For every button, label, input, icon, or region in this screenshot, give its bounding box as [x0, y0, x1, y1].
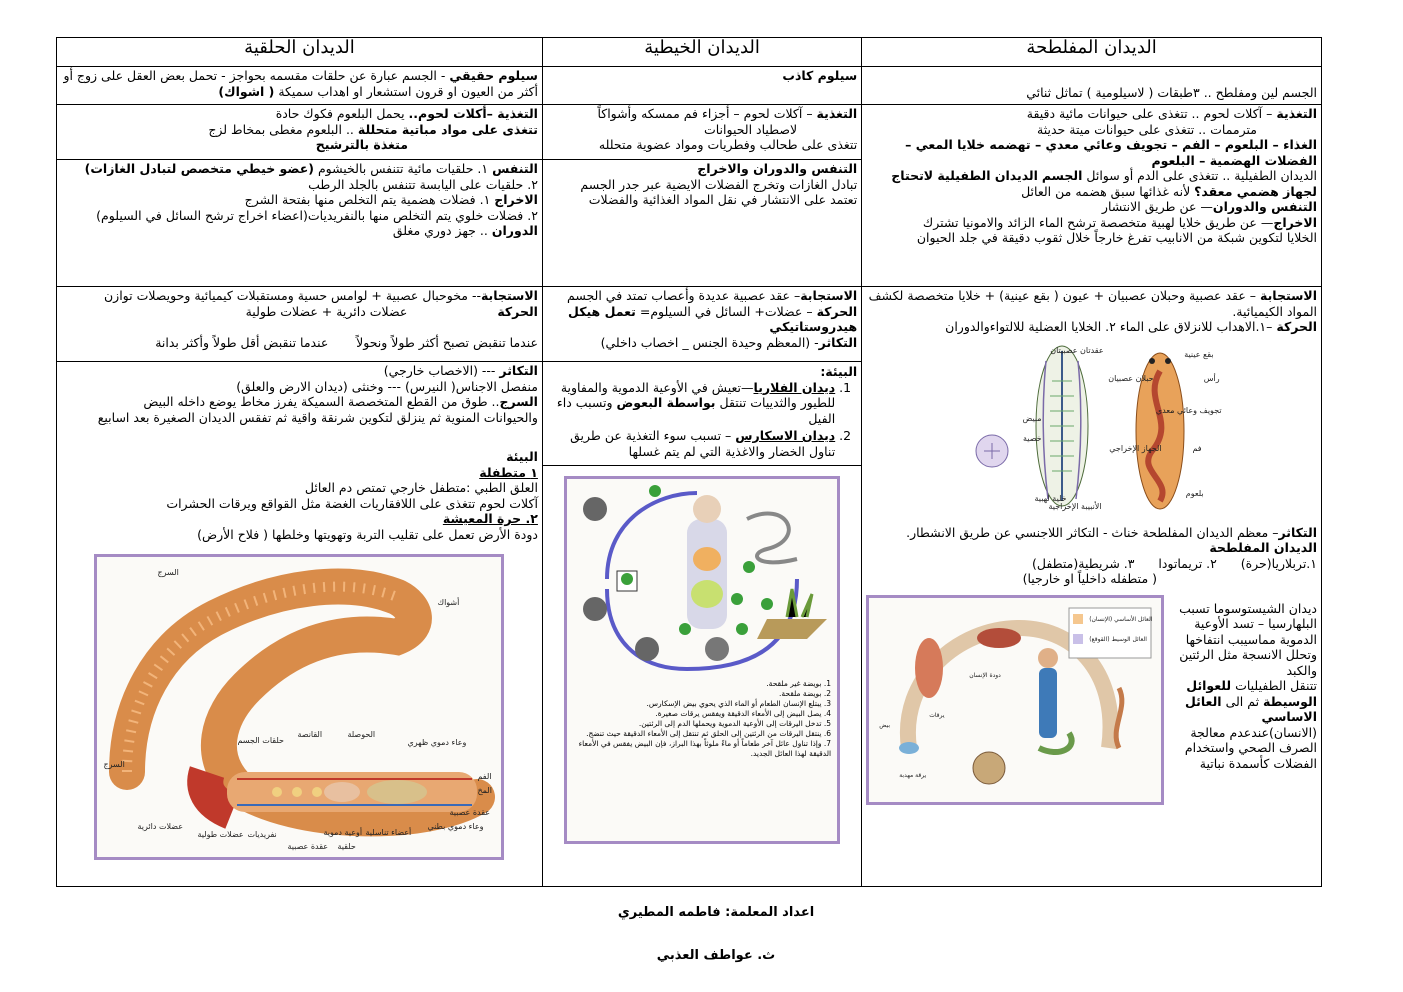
round-body-cell — [542, 67, 861, 105]
filaria-label: ديدان الفلاريا — [753, 379, 836, 395]
annelid-movement-label: الحركة — [497, 303, 538, 319]
round-nutrition-label: التغذية — [816, 106, 858, 121]
label-primary-host: العائل الأساسي (الإنسان) — [1089, 615, 1153, 623]
annelid-excretion-label: الاخراج — [494, 192, 538, 207]
flat-body-cell — [862, 67, 1322, 105]
annelid-resp-l2: ٢. حلقيات على اليابسة تتنفس بالجلد الرطب — [308, 176, 538, 192]
host-c: ثم الى — [1221, 693, 1264, 709]
annelid-response-cell — [57, 287, 543, 362]
annelid-filter: متغذة بالترشيح — [315, 137, 408, 152]
flat-type-trematoda: ٢. تريماتودا — [1158, 555, 1217, 571]
annelid-repro-label: التكاثر — [499, 363, 538, 378]
label-nerve-cords: حبلان عصبيان — [1108, 373, 1154, 383]
flat-excretion-l8: الخلايا لتكوين شبكة من الانابيب تفرغ خارجاً خلال ثقوب دقيقة في جلد الحيوان — [916, 230, 1317, 245]
round-env-filaria — [547, 380, 835, 427]
ascaris-steps — [567, 679, 837, 759]
flat-repro-text: – معظم الديدان المفلطحة خناث - التكاثر اللاجنسي عن طريق الانشطار. — [906, 524, 1279, 540]
label-eyespots: بقع عينية — [1184, 349, 1214, 359]
ascaris-step-5: 5. تدخل اليرقات إلى الأوعية الدموية ويحملها الدم إلى الرئتين. — [638, 719, 832, 728]
annelid-response-text: -- مخوحبال عصبية + لوامس حسية ومستقبلات كيميائية وحويصلات توازن — [103, 288, 481, 303]
label-excretory: الجهاز الإخراجي — [1109, 443, 1162, 453]
schisto-figure — [866, 595, 1164, 805]
ascaris-label: ديدان الاسكارس — [735, 428, 836, 443]
round-resp-l1: تبادل الغازات وتخرج الفضلات الايضية عبر جدر الجسم — [580, 176, 858, 192]
body-row — [57, 67, 1322, 105]
flat-parasite-note: ( متطفله داخلياً او خارجيا) — [1022, 571, 1157, 586]
label-reproductive: أعضاء تناسلية — [365, 828, 412, 837]
label-gastrovascular: تجويف وعائي معدي — [1155, 405, 1222, 415]
ascaris-step-6: 6. ينتقل اليرقات من الرئتين إلى الحلق ثم تنتقل إلى الأمعاء الدقيقة حيث تنضج. — [586, 729, 832, 738]
label-crop: الحوصلة — [347, 730, 376, 739]
flat-nutrition-l1: – آكلات لحوم .. تتغذى على حيوانات مائية دقيقة — [1026, 106, 1277, 121]
flat-parasitic-l4a: الديدان الطفيلية .. تتغذى على الدم أو سوائل — [1086, 168, 1317, 183]
planaria-figure — [962, 341, 1222, 511]
host-e: (الانسان)عندعدم معالجة الصرف الصحي واستخدام الفضلات كأسمدة نباتية — [1184, 724, 1317, 771]
annelid-body-text: - الجسم عبارة عن حلقات مقسمه بحواجز - تحمل بعض العقل على زوج أو أكثر من العيون او قرون استشعار او اهداب سميكة — [63, 68, 538, 99]
label-ovary: مبيض — [1022, 413, 1042, 423]
round-resp-l2: تعتمد على الانتشار في نقل المواد الغذائية والفضلات — [588, 192, 858, 207]
flat-type-turbellaria: ١.تربلاريا(حرة) — [1240, 555, 1317, 571]
ascaris-cycle-drawing — [567, 479, 837, 679]
label-testis: خصية — [1023, 433, 1042, 443]
ascaris-step-2: 2. بويضة ملقحة. — [779, 689, 832, 698]
filaria-text: —تعيش في الأوعية الدموية والمفاوية للطيور والثدييات تنتقل — [560, 379, 836, 410]
round-hydrostatic: تعمل هيكل هيدروستاتيكي — [568, 303, 858, 334]
flat-digestion-path: الغذاء – البلعوم – الفم – تجويف وعائي معدي – تهضمه خلايا المعي – الفضلات الهضمية – البلعوم — [905, 137, 1317, 168]
schisto-l5: والكبد — [1286, 662, 1317, 678]
round-repro-text: - (المعظم وحيدة الجنس _ اخصاب داخلي) — [600, 334, 819, 350]
leech-text: العلق الطبي :متطفل خارجي تمتص دم العائل — [304, 480, 538, 495]
round-nutrition-l1: – آكلات لحوم – أجزاء فم ممسكه وأشواكاً — [597, 106, 817, 121]
carnivore-text: آكلات لحوم تتغذى على اللافقاريات الغضة مثل القواقع ويرقات الحشرات — [166, 495, 538, 511]
clitellum-label: السرج — [499, 394, 538, 409]
annelid-contract-a: عندما تنقبض تصبح أكثر طولاً ونحولاً — [356, 335, 538, 350]
header-flatworms: الديدان المفلطحة — [862, 38, 1322, 67]
header-row — [57, 38, 1322, 67]
host-intermediate: للعوائل الوسيطة — [1186, 678, 1317, 709]
annelid-nutrition-l2: .. البلعوم مغطى بمخاط لزج — [208, 121, 358, 137]
round-body-text: سيلوم كاذب — [782, 68, 858, 83]
annelid-gill: (عضو خيطي متخصص لتبادل الغازات) — [84, 161, 314, 176]
label-ganglia: عقدتان عصبيتان — [1050, 345, 1104, 355]
annelid-parasitic-title: ١ متطفلة — [479, 464, 538, 480]
flat-response-cell — [862, 287, 1322, 887]
label-clitellum-side: السرج — [103, 760, 125, 769]
filaria-vector: بواسطة البعوض — [616, 395, 716, 410]
label-larvae: يرقات — [929, 711, 945, 719]
schisto-l4: وتحلل الانسجة مثل الرئتين — [1179, 647, 1317, 662]
schisto-l3: الدموية مماسيبب انتفاخها — [1185, 631, 1317, 647]
flat-repro-label: التكاثر — [1278, 524, 1317, 540]
label-ventral-vessel: وعاء دموي بطني — [427, 822, 484, 831]
flat-movement-text: –١.الاهداب للانزلاق على الماء ٢. الخلايا العضلية للالتواءوالدوران — [945, 319, 1277, 334]
label-intermediate-host: العائل الوسيط (القوقع) — [1089, 635, 1147, 643]
label-excretory-tube: الأنبيبة الإخراجية — [1048, 501, 1102, 511]
round-env-list — [547, 380, 857, 460]
annelid-contract-b: عندما تنقبض أقل طولاً وأكثر بدانة — [155, 335, 329, 350]
teacher-name: ث. عواطف العذبي — [656, 948, 776, 963]
worms-comparison-table — [56, 37, 1322, 887]
label-miracidium: يرقة مهدبة — [899, 771, 927, 779]
flat-resp-text: — عن طريق الانتشار — [1101, 199, 1213, 214]
prepared-by: اعداد المعلمة: فاطمه المطيري — [617, 905, 815, 920]
label-dorsal-vessel: وعاء دموي ظهري — [407, 738, 467, 747]
round-movement-text: – عضلات+ السائل في السيلوم= — [635, 303, 817, 319]
annelid-muscles: عضلات دائرية + عضلات طولية — [245, 303, 408, 319]
annelid-circulation-text: .. جهز دوري مغلق — [392, 223, 492, 238]
label-mouth: فم — [1192, 443, 1202, 453]
label-longitudinal-muscle: عضلات طولية — [197, 830, 244, 839]
round-response-cell — [542, 287, 861, 362]
header-annelids: الديدان الحلقية — [57, 38, 543, 67]
host-primary: العائل الاساسي — [1185, 693, 1317, 724]
annelid-resp-label: التنفس — [492, 161, 538, 176]
flat-nutrition-label: التغذية — [1276, 106, 1317, 121]
annelid-carnivore: –أكلات لحوم.. — [408, 106, 498, 121]
annelid-free-title: ٢. حرة المعيشة — [442, 511, 538, 526]
round-response-label: الاستجابة — [800, 288, 858, 303]
label-human-worm: دودة الإنسان — [969, 671, 1001, 679]
schisto-l2: البلهارسيا – تسد الأوعية — [1194, 616, 1317, 631]
flat-excretion-label: الاخراج — [1273, 214, 1317, 230]
planaria-drawing — [962, 341, 1222, 511]
header-roundworms: الديدان الخيطية — [542, 38, 861, 67]
flat-types-title: الديدان المفلطحة — [1209, 540, 1317, 555]
annelid-repro-text: --- (الاخصاب خارجي) — [383, 363, 500, 378]
round-respiration-cell — [542, 160, 861, 287]
round-env-title: البيئة: — [820, 364, 858, 379]
annelid-decomposer: تتغذى على مواد مباتية متحللة — [357, 121, 538, 137]
flat-type-cestoda: ٣. شريطية(متطفل) — [1031, 555, 1135, 571]
label-mouth: الفم — [477, 772, 492, 781]
round-nutrition-cell — [542, 105, 861, 160]
ascaris-step-4: 4. يصل البيض إلى الأمعاء الدقيقة ويفقس يرقات صغيرة. — [655, 709, 832, 718]
flat-types-list — [866, 556, 1317, 572]
label-gizzard: القانصة — [297, 730, 323, 739]
flat-answer: لأنه غذائها سبق هضمه من العائل — [1021, 183, 1195, 199]
flat-response-text: – عقد عصبية وحبلان عصبيان + عيون ( بقع عينية) + خلايا متخصصة لكشف المواد الكيميائية. — [868, 288, 1317, 319]
label-eggs: بيض — [879, 721, 891, 729]
label-nerve-ganglion: عقدة عصبية — [287, 842, 329, 851]
round-repro-label: التكاثر — [818, 334, 858, 350]
annelid-environment-cell — [57, 362, 543, 887]
round-env-ascaris — [547, 428, 835, 459]
label-pharynx: بلعوم — [1185, 488, 1204, 498]
label-brain: المخ — [477, 786, 492, 795]
label-ring: حلقية — [337, 842, 356, 851]
label-clitellum-top: السرج — [157, 568, 179, 577]
cocoon-text: والحيوانات المنوية ثم ينزلق لتكوين شرنقة واقية ثم تفقس الديدان الصغيرة بعد اسابيع — [97, 409, 538, 425]
flat-nutrition-cell — [862, 105, 1322, 287]
host-a: تتنقل الطفيليات — [1231, 678, 1317, 693]
ascaris-step-3: 3. يبتلع الإنسان الطعام أو الماء الذي يحوي بيض الإسكارس. — [646, 699, 832, 708]
schisto-block — [866, 595, 1317, 805]
round-resp-title: التنفس والدوران والاخراج — [697, 161, 858, 176]
annelid-sexes: منفصل الاجناس( النيرس) --- وخنثى (ديدان الارض والعلق) — [236, 378, 538, 394]
label-head: رأس — [1203, 373, 1220, 383]
schisto-text — [1177, 595, 1317, 772]
annelid-response-label: الاستجابة — [480, 288, 538, 303]
earthworm-figure — [94, 554, 504, 860]
annelid-excretion-l2: ٢. فضلات خلوي يتم التخلص منها بالنفريديات(اعضاء اخراج ترشح السائل في السيلوم) — [96, 207, 538, 223]
annelid-circulation-label: الدوران — [491, 223, 538, 238]
round-environment-cell — [542, 362, 861, 887]
annelid-nutrition-cell — [57, 105, 543, 160]
annelid-env-title: البيئة — [506, 449, 538, 464]
round-response-text: – عقد عصبية عديدة وأعصاب تمتد في الجسم — [567, 288, 801, 303]
earthworm-text: دودة الأرض تعمل على تقليب التربة وتهويتها وخلطها ( فلاح الأرض) — [197, 526, 538, 542]
ascaris-step-1: 1. بويضة غير ملقحة. — [766, 679, 832, 688]
annelid-respiration-cell — [57, 160, 543, 287]
flat-question: لجهاز هضمي معقد؟ — [1194, 183, 1317, 199]
label-ganglion: عقدة عصبية — [449, 808, 491, 817]
label-circular-muscle: عضلات دائرية — [137, 822, 183, 831]
clitellum-text: .. طوق من القطع المتخصصة السميكة يفرز مخاط يوضع داخله البيض — [143, 394, 500, 409]
flat-parasitic-l4c: الديدان الطفيلية لاتحتاج — [891, 168, 1038, 183]
flat-parasitic-l4b: الجسم — [1041, 168, 1083, 183]
annelid-nutrition-label: التغذية — [497, 106, 538, 121]
annelid-body-cell — [57, 67, 543, 105]
filaria-disease: وتسبب داء الفيل — [556, 395, 836, 426]
annelid-setae-label: ( اشواك) — [218, 83, 275, 99]
ascaris-text: – تسبب سوء التغذية عن طريق تناول الخضار والاغذية التي لم يتم غسلها — [570, 428, 836, 459]
annelid-excretion-l1: ١. فضلات هضمية يتم التخلص منها بفتحة الشرج — [244, 192, 495, 207]
ascaris-figure — [564, 476, 840, 844]
label-nephridia: نفريديات — [247, 830, 277, 839]
flat-excretion-text: — عن طريق خلايا لهبية متخصصة ترشح الماء الزائد والامونيا تشترك — [922, 214, 1274, 230]
label-segments: حلقات الجسم — [237, 736, 284, 745]
round-nutrition-l2: لاصطياد الحيوانات — [703, 121, 798, 137]
ascaris-step-7: 7. وإذا تناول عائل آخر طعاماً أو ماءً ملوثاً بهذا البراز، فإن البيض يفقس في الأمعاء الدقيقة لهذا العائل الجديد. — [578, 739, 832, 758]
flat-movement-label: الحركة — [1276, 319, 1317, 334]
worksheet-page — [56, 37, 1322, 903]
flat-resp-label: التنفس والدوران — [1212, 199, 1317, 214]
label-setae: أشواك — [437, 598, 460, 607]
flat-nutrition-l2: مترممات .. تتغذى على حيوانات ميتة حديثة — [1037, 121, 1257, 137]
label-flame-cell: خلية لهبية — [1034, 493, 1067, 503]
round-nutrition-l3: تتغذى على طحالب وفطريات ومواد عضوية متحلله — [598, 137, 858, 152]
annelid-resp-l1: ١. حلقيات مائية تتنفس بالخيشوم — [313, 161, 493, 176]
response-row — [57, 287, 1322, 362]
schisto-l1: ديدان الشيستوسوما تسبب — [1179, 600, 1317, 616]
nutrition-row — [57, 105, 1322, 160]
flat-body-text: الجسم لين ومفلطح .. ٣طبقات ( لاسيلومية ) تماثل ثنائي — [1026, 85, 1317, 100]
annelid-nutrition-l1: يحمل البلعوم فكوك حادة — [275, 106, 409, 121]
label-blood-vessels: أوعية دموية — [323, 828, 363, 837]
round-movement-label: الحركة — [816, 303, 858, 319]
flat-response-label: الاستجابة — [1260, 288, 1317, 303]
annelid-coelom-label: سيلوم حقيقي — [449, 68, 538, 83]
